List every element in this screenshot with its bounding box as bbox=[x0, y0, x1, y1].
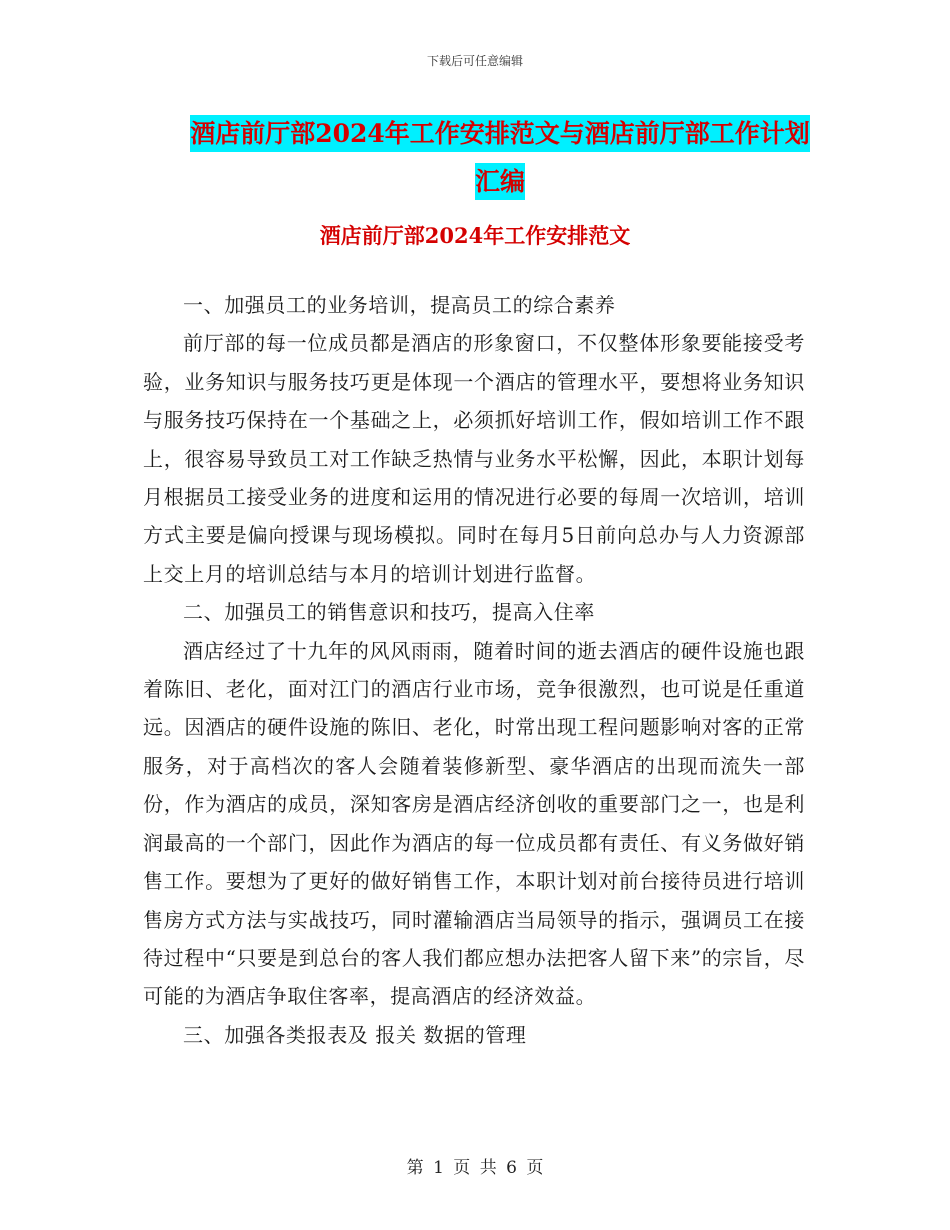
paragraph: 前厅部的每一位成员都是酒店的形象窗口，不仅整体形象要能接受考验，业务知识与服务技巧更是体现一个酒店的管理水平，要想将业务知识与服务技巧保持在一个基础之上，必须抓好培训工作，假如培训工作不跟上，很容易导致员工对工作缺乏热情与业务水平松懈，因此，本职计划每月根据员工接受业务的进度和运用的情况进行必要的每周一次培训，培训方式主要是偏向授课与现场模拟。同时在每月5日前向总办与人力资源部上交上月的培训总结与本月的培训计划进行监督。 bbox=[143, 331, 805, 586]
document-title bbox=[180, 110, 820, 206]
paragraph-heading-3: 三、加强各类报表及 报关 数据的管理 bbox=[183, 1022, 527, 1047]
paragraph: 酒店经过了十九年的风风雨雨，随着时间的逝去酒店的硬件设施也跟着陈旧、老化，面对江门的酒店行业市场，竞争很激烈，也可说是任重道远。因酒店的硬件设施的陈旧、老化，时常出现工程问题影响对客的正常服务，对于高档次的客人会随着装修新型、豪华酒店的出现而流失一部份，作为酒店的成员，深知客房是酒店经济创收的重要部门之一，也是利润最高的一个部门，因此作为酒店的每一位成员都有责任、有义务做好销售工作。要想为了更好的做好销售工作，本职计划对前台接待员进行培训售房方式方法与实战技巧，同时灌输酒店当局领导的指示，强调员工在接待过程中“只要是到总台的客人我们都应想办法把客人留下来”的宗旨，尽可能的为酒店争取住客率，提高酒店的经济效益。 bbox=[143, 638, 805, 1009]
paragraph-heading-1: 一、加强员工的业务培训，提高员工的综合素养 bbox=[183, 293, 616, 317]
body-text bbox=[143, 286, 805, 1054]
document-title-text: 酒店前厅部2024年工作安排范文与酒店前厅部工作计划汇编 bbox=[190, 115, 810, 200]
header-note: 下载后可任意编辑 bbox=[426, 54, 523, 68]
section-title: 酒店前厅部2024年工作安排范文 bbox=[319, 223, 631, 248]
page-footer: 第 1 页 共 6 页 bbox=[406, 1158, 544, 1178]
paragraph-heading-2: 二、加强员工的销售意识和技巧，提高入住率 bbox=[183, 600, 595, 625]
